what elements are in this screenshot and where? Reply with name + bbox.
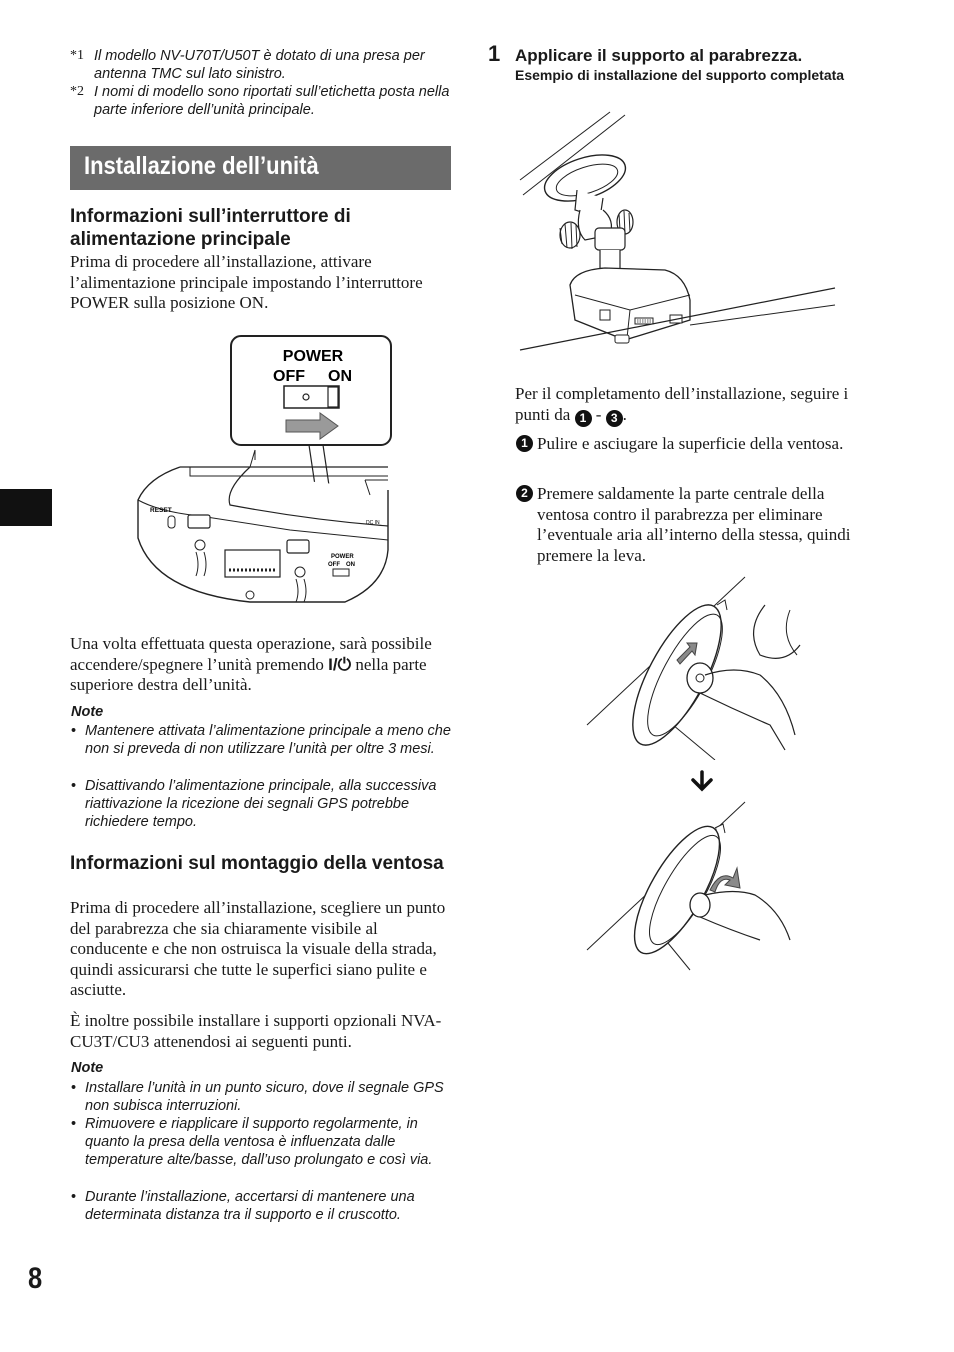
footnote-mark: *1 <box>70 48 84 63</box>
device-reset-label: RESET <box>150 507 172 514</box>
footnote-text: Il modello NV-U70T/U50T è dotato di una presa per antenna TMC sul lato sinistro. <box>94 48 425 82</box>
note-item: • Rimuovere e riapplicare il supporto regolarmente, in quanto la presa della ventosa è influenzata dalle temperature alte/basse, dall’uso prolungato e così via. <box>71 1116 433 1169</box>
step-intro: Per il completamento dell’installazione, seguire i punti da 1 - 3 . <box>515 384 849 425</box>
down-arrow-icon <box>690 770 714 792</box>
after-text-pre: Una volta effettuata questa operazione, sarà possibile accendere/spegnere l’unità premendo <box>70 634 432 674</box>
step-circle-1-icon: 1 <box>575 410 592 427</box>
power-after-text <box>70 634 445 696</box>
step-circle-3-icon: 3 <box>606 410 623 427</box>
note-title: Note <box>71 1060 104 1076</box>
mount-installation-illustration <box>515 110 845 360</box>
note-item: • Disattivando l’alimentazione principale, alla successiva riattivazione la ricezione dei segnali GPS potrebbe richiedere tempo. <box>71 778 437 831</box>
press-suction-cup-illustration <box>585 575 805 760</box>
note-title: Note <box>71 704 104 720</box>
section-title: Installazione dell’unità <box>84 152 319 180</box>
note-item: • Installare l’unità in un punto sicuro, dove il segnale GPS non subisca interruzioni. <box>71 1080 444 1115</box>
power-intro: Prima di procedere all’installazione, attivare l’alimentazione principale impostando l’interruttore POWER sulla posizione ON. <box>70 252 423 312</box>
suction-heading: Informazioni sul montaggio della ventosa <box>70 853 444 874</box>
step-title: Applicare il supporto al parabrezza. <box>515 46 803 65</box>
device-power-label: POWER <box>331 554 354 560</box>
push-lever-illustration <box>585 800 805 975</box>
chapter-tab <box>0 489 52 526</box>
step-circle-icon: 2 <box>516 485 533 502</box>
device-dcin-label: DC IN <box>366 520 380 526</box>
on-label: ON <box>328 368 352 385</box>
note-item: • Mantenere attivata l’alimentazione principale a meno che non si preveda di non utilizzare l’unità per oltre 3 mesi. <box>71 723 451 758</box>
note-item: • Durante l’installazione, accertarsi di mantenere una determinata distanza tra il supporto e il cruscotto. <box>71 1189 415 1224</box>
footnote-text: I nomi di modello sono riportati sull’etichetta posta nella parte inferiore dell’unità principale. <box>94 84 450 118</box>
step-item-1: 1 Pulire e asciugare la superficie della ventosa. <box>516 434 876 455</box>
switch-knob <box>328 387 338 407</box>
off-label: OFF <box>273 368 305 385</box>
section-title-bar <box>70 146 451 190</box>
power-heading: Informazioni sull’interruttore di alimentazione principale <box>70 206 351 250</box>
step-circle-icon: 1 <box>516 435 533 452</box>
suction-para-2: È inoltre possibile installare i supporti opzionali NVA-CU3T/CU3 attenendosi ai seguenti punti. <box>70 1011 442 1051</box>
power-switch-diagram <box>130 330 400 620</box>
device-off-label: OFF <box>328 562 340 568</box>
step-subtitle: Esempio di installazione del supporto completata <box>515 67 845 83</box>
device-on-label: ON <box>346 562 355 568</box>
step-number: 1 <box>488 41 501 66</box>
power-button-icon: I/⏻ <box>328 654 352 674</box>
step-item-2: 2 Premere saldamente la parte centrale della ventosa contro il parabrezza per eliminare l’eventuale aria all’interno della stessa, quindi premere la leva. <box>516 484 876 566</box>
device-body <box>138 467 388 602</box>
suction-para-1: Prima di procedere all’installazione, scegliere un punto del parabrezza che sia chiaramente visibile al conducente e che non ostruisca la visuale della strada, quindi assicurarsi che tutte le superfici siano pulite e asciutte. <box>70 898 446 999</box>
footnote-mark: *2 <box>70 84 84 99</box>
page-number: 8 <box>28 1262 43 1295</box>
after-text-post: nella parte superiore destra dell’unità. <box>70 654 427 694</box>
step-intro-text: Per il completamento dell’installazione, seguire i punti da <box>515 384 849 424</box>
power-label: POWER <box>282 348 344 365</box>
